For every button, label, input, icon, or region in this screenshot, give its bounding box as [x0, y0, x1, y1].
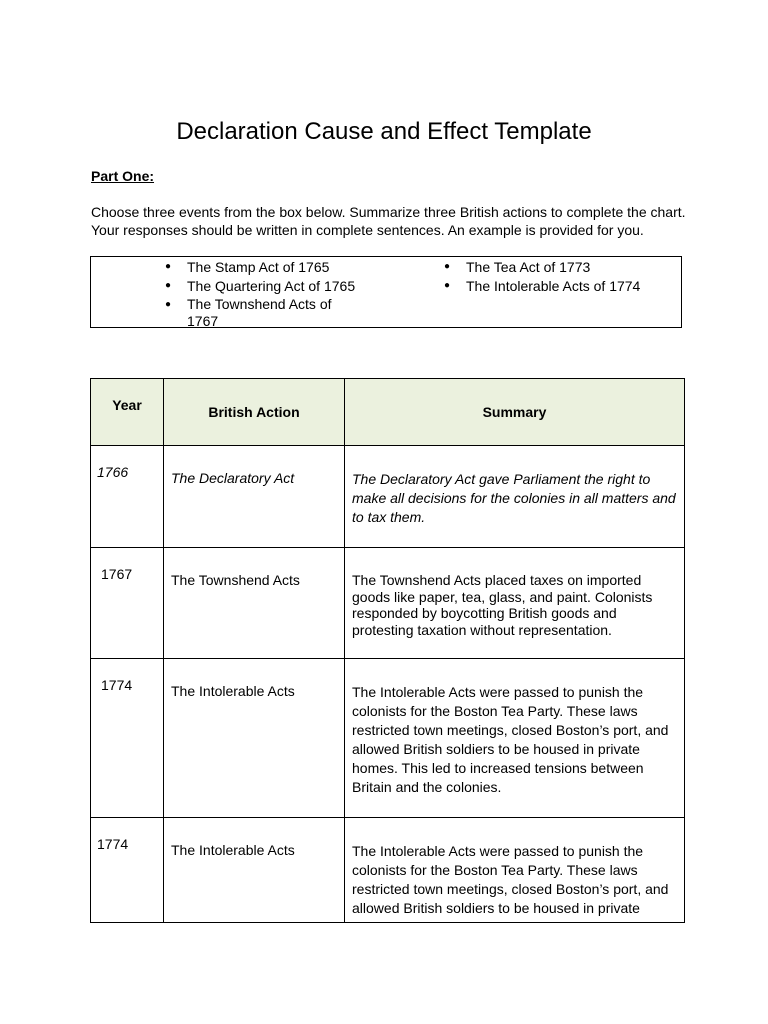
cell-year: 1774: [91, 659, 164, 818]
table-row: [91, 818, 685, 923]
cause-effect-table: [90, 378, 685, 923]
instructions-text: Choose three events from the box below. Summarize three British actions to complete the chart. Your responses should be written in complete sentences. An example is provided for you.: [91, 204, 686, 238]
cell-summary: The Declaratory Act gave Parliament the right to make all decisions for the colonies in all matters and to tax them.: [345, 446, 685, 548]
cell-action: The Intolerable Acts: [164, 659, 345, 818]
cell-summary: The Intolerable Acts were passed to punish the colonists for the Boston Tea Party. These laws restricted town meetings, closed Boston’s port, and allowed British soldiers to be housed in private: [345, 818, 685, 923]
cell-action: The Townshend Acts: [164, 548, 345, 659]
cell-year: 1767: [91, 548, 164, 659]
table-header-row: [91, 379, 685, 446]
list-item: ● The Stamp Act of 1765: [165, 258, 365, 276]
list-item: ● The Intolerable Acts of 1774: [444, 277, 664, 295]
events-box: [90, 256, 682, 328]
cell-year: 1766: [91, 446, 164, 548]
part-heading: Part One:: [91, 168, 155, 184]
table-row: [91, 548, 685, 659]
list-item: ● The Townshend Acts of 1767: [165, 296, 342, 330]
header-year: Year: [91, 379, 164, 446]
page-title: Declaration Cause and Effect Template: [176, 118, 592, 145]
header-summary: Summary: [345, 379, 685, 446]
cell-year: 1774: [91, 818, 164, 923]
cell-action: The Intolerable Acts: [164, 818, 345, 923]
list-item: ● The Tea Act of 1773: [444, 258, 664, 276]
table-row: [91, 446, 685, 548]
table-row: [91, 659, 685, 818]
list-item: ● The Quartering Act of 1765: [165, 277, 365, 295]
events-list-right: [444, 257, 664, 295]
events-list-left: [165, 257, 365, 330]
header-british-action: British Action: [164, 379, 345, 446]
cell-summary: The Townshend Acts placed taxes on imported goods like paper, tea, glass, and paint. Colonists responded by boycotting British goods and protesting taxation without representation.: [345, 548, 685, 659]
cell-summary: The Intolerable Acts were passed to punish the colonists for the Boston Tea Party. These laws restricted town meetings, closed Boston’s port, and allowed British soldiers to be housed in private homes. This led to increased tensions between Britain and the colonies.: [345, 659, 685, 818]
cell-action: The Declaratory Act: [164, 446, 345, 548]
